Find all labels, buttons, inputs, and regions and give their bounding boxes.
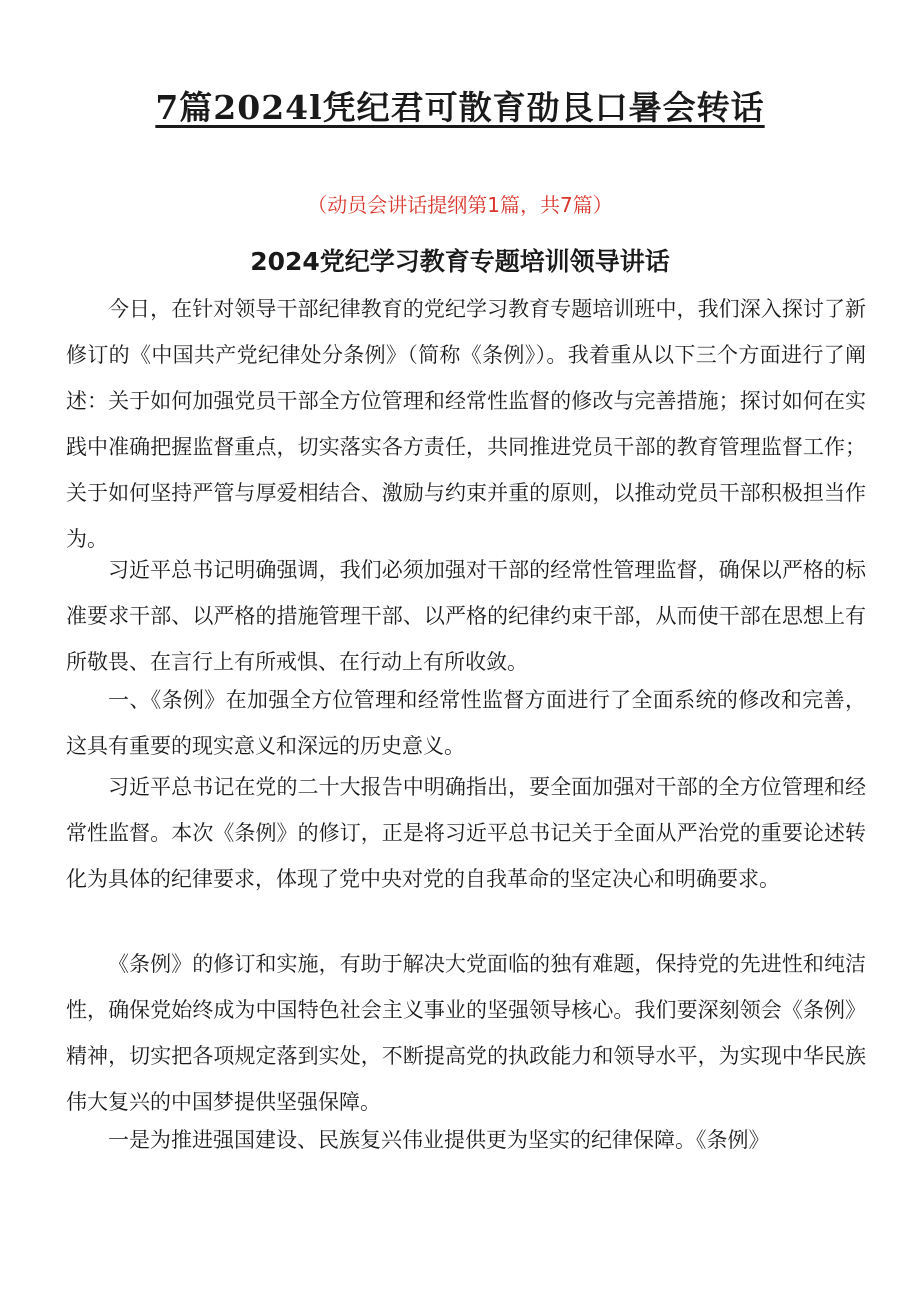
paragraph: 《条例》的修订和实施，有助于解决大党面临的独有难题，保持党的先进性和纯洁性，确保党始终成为中国特色社会主义事业的坚强领导核心。我们要深刻领会《条例》精神，切实把各项规定落到实处，不断提高党的执政能力和领导水平，为实现中华民族伟大复兴的中国梦提供坚强保障。 [66, 952, 866, 1114]
paragraph: 习近平总书记在党的二十大报告中明确指出，要全面加强对干部的全方位管理和经常性监督。本次《条例》的修订，正是将习近平总书记关于全面从严治党的重要论述转化为具体的纪律要求，体现了党中央对党的自我革命的坚定决心和明确要求。 [66, 775, 866, 891]
document-title: 7篇2024l凭纪君可散育劭艮口暑会转话 [155, 88, 765, 127]
paragraph: 一、《条例》在加强全方位管理和经常性监督方面进行了全面系统的修改和完善，这具有重要的现实意义和深远的历史意义。 [66, 688, 866, 758]
speech-title: 2024党纪学习教育专题培训领导讲话 [250, 247, 670, 276]
paragraph: 一是为推进强国建设、民族复兴伟业提供更为坚实的纪律保障。《条例》 [108, 1128, 770, 1152]
paragraph: 习近平总书记明确强调，我们必须加强对干部的经常性管理监督，确保以严格的标准要求干部、以严格的措施管理干部、以严格的纪律约束干部，从而使干部在思想上有所敬畏、在言行上有所戒惧、在行动上有所收敛。 [66, 558, 866, 674]
speech-number-label: （动员会讲话提纲第1篇，共7篇） [307, 193, 613, 217]
paragraph: 今日，在针对领导干部纪律教育的党纪学习教育专题培训班中，我们深入探讨了新修订的《中国共产党纪律处分条例》（简称《条例》）。我着重从以下三个方面进行了阐述：关于如何加强党员干部全方位管理和经常性监督的修改与完善措施；探讨如何在实践中准确把握监督重点，切实落实各方责任，共同推进党员干部的教育管理监督工作；关于如何坚持严管与厚爱相结合、激励与约束并重的原则，以推动党员干部积极担当作为。 [66, 297, 866, 551]
